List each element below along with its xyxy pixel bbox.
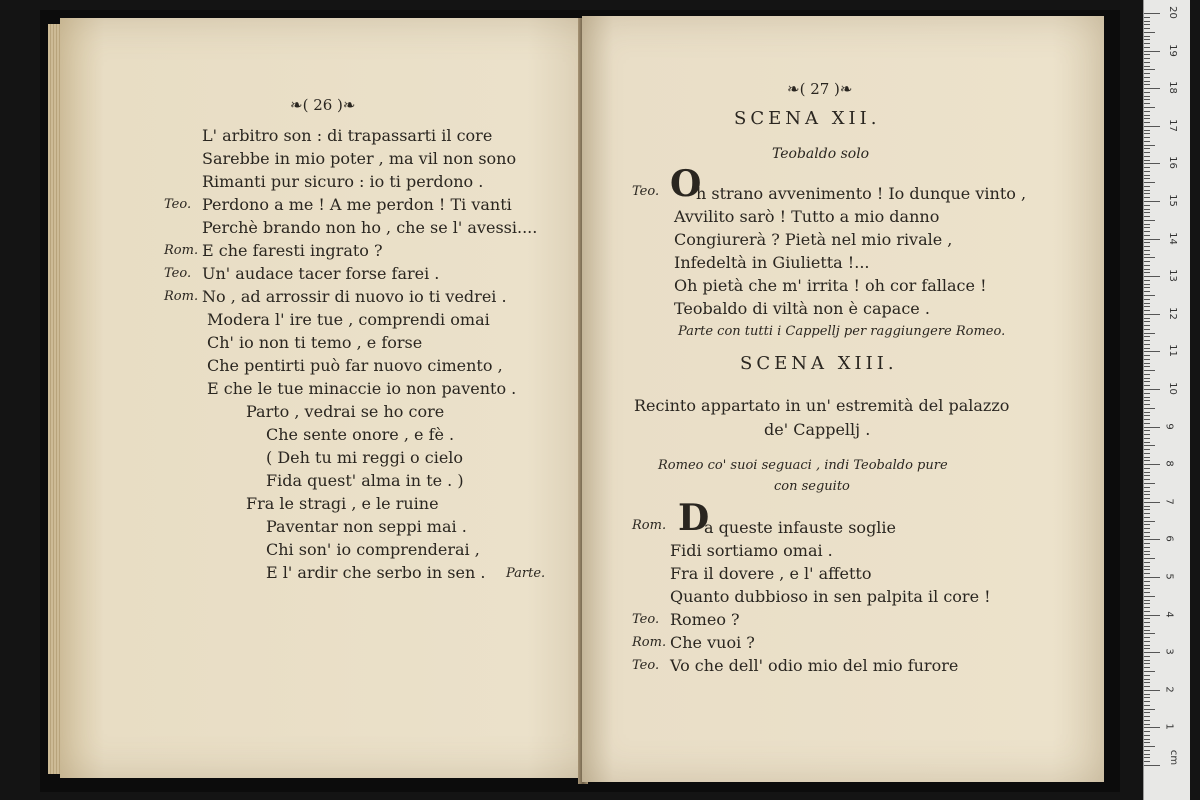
ruler-tick xyxy=(1144,231,1150,232)
ruler-tick xyxy=(1144,355,1150,356)
ruler-tick xyxy=(1144,366,1150,367)
ruler-tick xyxy=(1144,224,1150,225)
ruler-tick xyxy=(1144,111,1150,112)
verse-line: Romeo ? xyxy=(670,610,740,629)
ruler-tick xyxy=(1144,54,1150,55)
ruler-tick xyxy=(1144,13,1160,14)
ruler-number: 15 xyxy=(1166,194,1178,207)
ruler-tick xyxy=(1144,633,1155,634)
ruler-tick xyxy=(1144,415,1150,416)
ruler-tick xyxy=(1144,592,1150,593)
verse-line: h strano avvenimento ! Io dunque vinto , xyxy=(696,184,1027,203)
ruler-tick xyxy=(1144,103,1150,104)
ruler-tick xyxy=(1144,310,1150,311)
ruler-tick xyxy=(1144,581,1150,582)
ruler-tick xyxy=(1144,449,1150,450)
verse-line: Infedeltà in Giulietta !... xyxy=(674,253,870,272)
ruler-tick xyxy=(1144,630,1150,631)
ruler-tick xyxy=(1144,220,1155,221)
ruler-tick xyxy=(1144,577,1160,578)
ruler-tick xyxy=(1144,156,1150,157)
ruler-tick xyxy=(1144,487,1150,488)
verse-line: Teobaldo di viltà non è capace . xyxy=(674,299,930,318)
ruler-tick xyxy=(1144,528,1150,529)
ruler-tick xyxy=(1144,671,1155,672)
exit-note: Parte. xyxy=(506,566,546,581)
ruler-number: 7 xyxy=(1163,498,1175,505)
ruler-tick xyxy=(1144,611,1150,612)
ruler-tick xyxy=(1144,637,1150,638)
ruler-tick xyxy=(1144,32,1155,33)
verse-line: E l' ardir che serbo in sen . xyxy=(266,563,486,582)
ruler-tick xyxy=(1144,494,1150,495)
ruler-tick xyxy=(1144,498,1150,499)
ruler-tick xyxy=(1144,17,1150,18)
ruler-tick xyxy=(1144,212,1150,213)
ruler-tick xyxy=(1144,445,1155,446)
ruler-tick xyxy=(1144,491,1150,492)
open-book xyxy=(40,10,1120,792)
ruler-tick xyxy=(1144,746,1155,747)
ruler-tick xyxy=(1144,539,1160,540)
ruler-tick xyxy=(1144,250,1150,251)
ruler-tick xyxy=(1144,193,1150,194)
ruler-tick xyxy=(1144,472,1150,473)
ruler-tick xyxy=(1144,325,1150,326)
ruler-tick xyxy=(1144,88,1160,89)
verse-line: Vo che dell' odio mio del mio furore xyxy=(670,656,959,675)
ruler-tick xyxy=(1144,291,1150,292)
drop-cap-d: D xyxy=(678,497,710,539)
drop-cap-o: O xyxy=(670,163,702,205)
ruler-tick xyxy=(1144,648,1150,649)
ruler-tick xyxy=(1144,163,1160,164)
ruler-tick xyxy=(1144,705,1150,706)
speaker-label: Teo. xyxy=(632,658,660,673)
ruler-tick xyxy=(1144,272,1150,273)
ruler-tick xyxy=(1144,667,1150,668)
ruler-tick xyxy=(1144,532,1150,533)
ruler-tick xyxy=(1144,675,1150,676)
verse-line: Fra il dovere , e l' affetto xyxy=(670,564,872,583)
verse-line: a queste infauste soglie xyxy=(704,518,897,537)
ruler-tick xyxy=(1144,739,1150,740)
ruler-tick xyxy=(1144,754,1150,755)
ruler-tick xyxy=(1144,145,1155,146)
ruler-tick xyxy=(1144,115,1150,116)
ruler-tick xyxy=(1144,434,1150,435)
ruler-tick xyxy=(1144,73,1150,74)
ruler-tick xyxy=(1144,118,1150,119)
ruler-tick xyxy=(1144,175,1150,176)
ruler-tick xyxy=(1144,408,1155,409)
ruler-tick xyxy=(1144,757,1150,758)
ruler-tick xyxy=(1144,412,1150,413)
ruler-tick xyxy=(1144,303,1150,304)
ruler-tick xyxy=(1144,509,1150,510)
ruler-tick xyxy=(1144,340,1150,341)
verse-line: Fida quest' alma in te . ) xyxy=(266,471,464,490)
ruler-number: 4 xyxy=(1163,610,1175,618)
ruler-tick xyxy=(1144,351,1160,352)
ruler-tick xyxy=(1144,378,1150,379)
ruler-tick xyxy=(1144,96,1150,97)
verse-line: ( Deh tu mi reggi o cielo xyxy=(266,448,464,467)
ruler-tick xyxy=(1144,400,1150,401)
ruler-number: 19 xyxy=(1166,43,1178,57)
ruler-tick xyxy=(1144,652,1160,653)
ruler-tick xyxy=(1144,47,1150,48)
ruler-tick xyxy=(1144,404,1150,405)
ruler-tick xyxy=(1144,588,1150,589)
ruler-tick xyxy=(1144,137,1150,138)
ruler-tick xyxy=(1144,389,1160,390)
ruler-tick xyxy=(1144,276,1160,277)
ruler-tick xyxy=(1144,393,1150,394)
scene-xii-cast: Teobaldo solo xyxy=(772,146,870,162)
ruler-tick xyxy=(1144,186,1150,187)
ruler-tick xyxy=(1144,457,1150,458)
ruler-tick xyxy=(1144,521,1155,522)
ruler-tick xyxy=(1144,321,1150,322)
ruler-number: 6 xyxy=(1163,535,1175,543)
ruler-tick xyxy=(1144,419,1150,420)
verse-line: Rimanti pur sicuro : io ti perdono . xyxy=(202,172,484,191)
ruler-number: 14 xyxy=(1166,231,1178,245)
ruler-tick xyxy=(1144,536,1150,537)
ruler-tick xyxy=(1144,506,1150,507)
ruler-tick xyxy=(1144,562,1150,563)
ruler-tick xyxy=(1144,765,1160,766)
ruler-number: 13 xyxy=(1166,269,1178,283)
folio-right: ❧( 27 )❧ xyxy=(787,80,853,98)
verse-line: L' arbitro son : di trapassarti il core xyxy=(202,126,493,145)
ruler-tick xyxy=(1144,761,1150,762)
ruler-tick xyxy=(1144,438,1150,439)
folio-left: ❧( 26 )❧ xyxy=(290,96,356,114)
scene-cast-line-1: Romeo co' suoi seguaci , indi Teobaldo pure xyxy=(658,458,948,473)
ruler-tick xyxy=(1144,442,1150,443)
ruler-tick xyxy=(1144,62,1150,63)
ruler-number: 11 xyxy=(1166,344,1178,358)
verse-line: Paventar non seppi mai . xyxy=(266,517,467,536)
speaker-label: Rom. xyxy=(164,243,199,258)
verse-line: Avvilito sarò ! Tutto a mio danno xyxy=(674,207,940,226)
ruler-tick xyxy=(1144,235,1150,236)
ruler-tick xyxy=(1144,374,1150,375)
verse-line: Ch' io non ti temo , e forse xyxy=(207,333,423,352)
ruler-tick xyxy=(1144,720,1150,721)
ruler-tick xyxy=(1144,333,1155,334)
ruler-tick xyxy=(1144,460,1150,461)
ruler-number: 2 xyxy=(1163,686,1175,693)
ruler-number: 9 xyxy=(1163,422,1175,430)
ruler-tick xyxy=(1144,306,1150,307)
ruler-tick xyxy=(1144,483,1155,484)
ruler-tick xyxy=(1144,381,1150,382)
ruler-tick xyxy=(1144,679,1150,680)
verse-line: E che faresti ingrato ? xyxy=(202,241,383,260)
ruler-tick xyxy=(1144,21,1150,22)
stage-direction: Parte con tutti i Cappellj per raggiungere Romeo. xyxy=(678,324,1006,339)
verse-line: Chi son' io comprenderai , xyxy=(266,540,480,559)
ruler-tick xyxy=(1144,160,1150,161)
verse-line: Congiurerà ? Pietà nel mio rivale , xyxy=(674,230,953,249)
ruler-tick xyxy=(1144,318,1150,319)
verse-line: Che sente onore , e fè . xyxy=(266,425,455,444)
speaker-label: Rom. xyxy=(632,635,667,650)
ruler-tick xyxy=(1144,453,1150,454)
ruler-tick xyxy=(1144,299,1150,300)
ruler-tick xyxy=(1144,148,1150,149)
ruler-tick xyxy=(1144,336,1150,337)
speaker-label: Teo. xyxy=(164,197,192,212)
ruler-tick xyxy=(1144,81,1150,82)
speaker-label: Rom. xyxy=(632,518,667,533)
ruler-tick xyxy=(1144,43,1150,44)
ruler-tick xyxy=(1144,554,1150,555)
ruler-tick xyxy=(1144,727,1160,728)
ruler-tick xyxy=(1144,284,1150,285)
ruler-number: 1 xyxy=(1163,723,1175,731)
ruler-tick xyxy=(1144,182,1155,183)
ruler-tick xyxy=(1144,569,1150,570)
ruler-tick xyxy=(1144,359,1150,360)
verse-line: Quanto dubbioso in sen palpita il core ! xyxy=(670,587,991,606)
speaker-label: Teo. xyxy=(164,266,192,281)
ruler-tick xyxy=(1144,201,1160,202)
scene-xiii-title: SCENA XIII. xyxy=(740,353,898,374)
ruler-tick xyxy=(1144,645,1150,646)
ruler-tick xyxy=(1144,464,1160,465)
ruler-tick xyxy=(1144,566,1150,567)
scene-setting-line-2: de' Cappellj . xyxy=(764,420,871,439)
ruler-tick xyxy=(1144,551,1150,552)
ruler-tick xyxy=(1144,716,1150,717)
measurement-ruler xyxy=(1143,0,1190,800)
ruler-tick xyxy=(1144,205,1150,206)
ruler-tick xyxy=(1144,731,1150,732)
ruler-tick xyxy=(1144,216,1150,217)
ruler-tick xyxy=(1144,524,1150,525)
ruler-number: 20 xyxy=(1166,6,1178,19)
ruler-tick xyxy=(1144,370,1155,371)
ruler-number: 16 xyxy=(1166,156,1178,170)
ruler-tick xyxy=(1144,585,1150,586)
ruler-number: 17 xyxy=(1166,118,1178,132)
ruler-tick xyxy=(1144,77,1150,78)
verse-line: No , ad arrossir di nuovo io ti vedrei . xyxy=(202,287,507,306)
scene-setting-line-1: Recinto appartato in un' estremità del palazzo xyxy=(634,396,1010,415)
right-page xyxy=(582,16,1104,782)
scene-cast-line-2: con seguito xyxy=(774,479,850,494)
ruler-tick xyxy=(1144,51,1160,52)
verse-line: Perchè brando non ho , che se l' avessi.... xyxy=(202,218,538,237)
ruler-tick xyxy=(1144,261,1150,262)
ruler-tick xyxy=(1144,363,1150,364)
ruler-tick xyxy=(1144,701,1150,702)
ruler-tick xyxy=(1144,663,1150,664)
ruler-tick xyxy=(1144,517,1150,518)
ruler-tick xyxy=(1144,190,1150,191)
ruler-tick xyxy=(1144,660,1150,661)
ruler-tick xyxy=(1144,615,1160,616)
ruler-tick xyxy=(1144,99,1150,100)
ruler-tick xyxy=(1144,430,1150,431)
ruler-number: 5 xyxy=(1163,573,1175,580)
scene-xii-title: SCENA XII. xyxy=(734,108,881,129)
ruler-tick xyxy=(1144,58,1150,59)
ruler-tick xyxy=(1144,28,1150,29)
ruler-tick xyxy=(1144,69,1155,70)
ruler-tick xyxy=(1144,167,1150,168)
ruler-tick xyxy=(1144,513,1150,514)
ruler-number: 10 xyxy=(1166,382,1178,395)
ruler-tick xyxy=(1144,92,1150,93)
ruler-tick xyxy=(1144,242,1150,243)
verse-line: Sarebbe in mio poter , ma vil non sono xyxy=(202,149,517,168)
ruler-tick xyxy=(1144,573,1150,574)
ruler-number: 12 xyxy=(1166,306,1178,320)
ruler-tick xyxy=(1144,348,1150,349)
ruler-tick xyxy=(1144,690,1160,691)
ruler-tick xyxy=(1144,709,1155,710)
ruler-tick xyxy=(1144,607,1150,608)
verse-line: Che pentirti può far nuovo cimento , xyxy=(207,356,503,375)
ruler-tick xyxy=(1144,197,1150,198)
ruler-tick xyxy=(1144,171,1150,172)
ruler-tick xyxy=(1144,239,1160,240)
ruler-tick xyxy=(1144,66,1150,67)
ruler-tick xyxy=(1144,329,1150,330)
ruler-tick xyxy=(1144,547,1150,548)
ruler-tick xyxy=(1144,600,1150,601)
ruler-tick xyxy=(1144,618,1150,619)
ruler-tick xyxy=(1144,750,1150,751)
ruler-tick xyxy=(1144,287,1150,288)
ruler-tick xyxy=(1144,694,1150,695)
ruler-tick xyxy=(1144,742,1150,743)
ruler-tick xyxy=(1144,475,1150,476)
ruler-unit: cm xyxy=(1168,749,1180,766)
ruler-tick xyxy=(1144,724,1150,725)
ruler-tick xyxy=(1144,712,1150,713)
ruler-tick xyxy=(1144,596,1155,597)
ruler-tick xyxy=(1144,479,1150,480)
ruler-tick xyxy=(1144,385,1150,386)
left-page xyxy=(60,18,610,778)
ruler-tick xyxy=(1144,314,1160,315)
ruler-tick xyxy=(1144,265,1150,266)
verse-line: Fra le stragi , e le ruine xyxy=(246,494,439,513)
ruler-tick xyxy=(1144,246,1150,247)
ruler-tick xyxy=(1144,227,1150,228)
ruler-tick xyxy=(1144,682,1150,683)
ruler-tick xyxy=(1144,126,1160,127)
speaker-label: Teo. xyxy=(632,184,660,199)
ruler-tick xyxy=(1144,427,1160,428)
ruler-tick xyxy=(1144,502,1160,503)
ruler-tick xyxy=(1144,133,1150,134)
ruler-tick xyxy=(1144,686,1150,687)
ruler-tick xyxy=(1144,24,1150,25)
verse-line: Perdono a me ! A me perdon ! Ti vanti xyxy=(202,195,512,214)
ruler-tick xyxy=(1144,152,1150,153)
ruler-tick xyxy=(1144,254,1150,255)
ruler-tick xyxy=(1144,543,1150,544)
ruler-tick xyxy=(1144,295,1155,296)
ruler-tick xyxy=(1144,84,1150,85)
ruler-tick xyxy=(1144,397,1150,398)
ruler-tick xyxy=(1144,209,1150,210)
ruler-tick xyxy=(1144,130,1150,131)
speaker-label: Rom. xyxy=(164,289,199,304)
ruler-tick xyxy=(1144,626,1150,627)
ruler-tick xyxy=(1144,39,1150,40)
ruler-tick xyxy=(1144,107,1155,108)
verse-line: Parto , vedrai se ho core xyxy=(246,402,445,421)
ruler-tick xyxy=(1144,558,1155,559)
ruler-tick xyxy=(1144,697,1150,698)
verse-line: Fidi sortiamo omai . xyxy=(670,541,833,560)
ruler-number: 3 xyxy=(1163,648,1175,655)
verse-line: Modera l' ire tue , comprendi omai xyxy=(207,310,490,329)
ruler-tick xyxy=(1144,656,1150,657)
speaker-label: Teo. xyxy=(632,612,660,627)
ruler-tick xyxy=(1144,257,1155,258)
ruler-tick xyxy=(1144,603,1150,604)
ruler-tick xyxy=(1144,641,1150,642)
ruler-number: 18 xyxy=(1166,81,1178,95)
ruler-tick xyxy=(1144,344,1150,345)
verse-line: Un' audace tacer forse farei . xyxy=(202,264,440,283)
ruler-tick xyxy=(1144,423,1150,424)
verse-line: E che le tue minaccie io non pavento . xyxy=(207,379,517,398)
ruler-tick xyxy=(1144,178,1150,179)
ruler-number: 8 xyxy=(1163,460,1175,467)
ruler-tick xyxy=(1144,280,1150,281)
ruler-tick xyxy=(1144,141,1150,142)
ruler-tick xyxy=(1144,269,1150,270)
ruler-tick xyxy=(1144,468,1150,469)
ruler-tick xyxy=(1144,735,1150,736)
ruler-tick xyxy=(1144,122,1150,123)
ruler-tick xyxy=(1144,622,1150,623)
verse-line: Che vuoi ? xyxy=(670,633,755,652)
verse-line: Oh pietà che m' irrita ! oh cor fallace ! xyxy=(674,276,987,295)
ruler-tick xyxy=(1144,36,1150,37)
